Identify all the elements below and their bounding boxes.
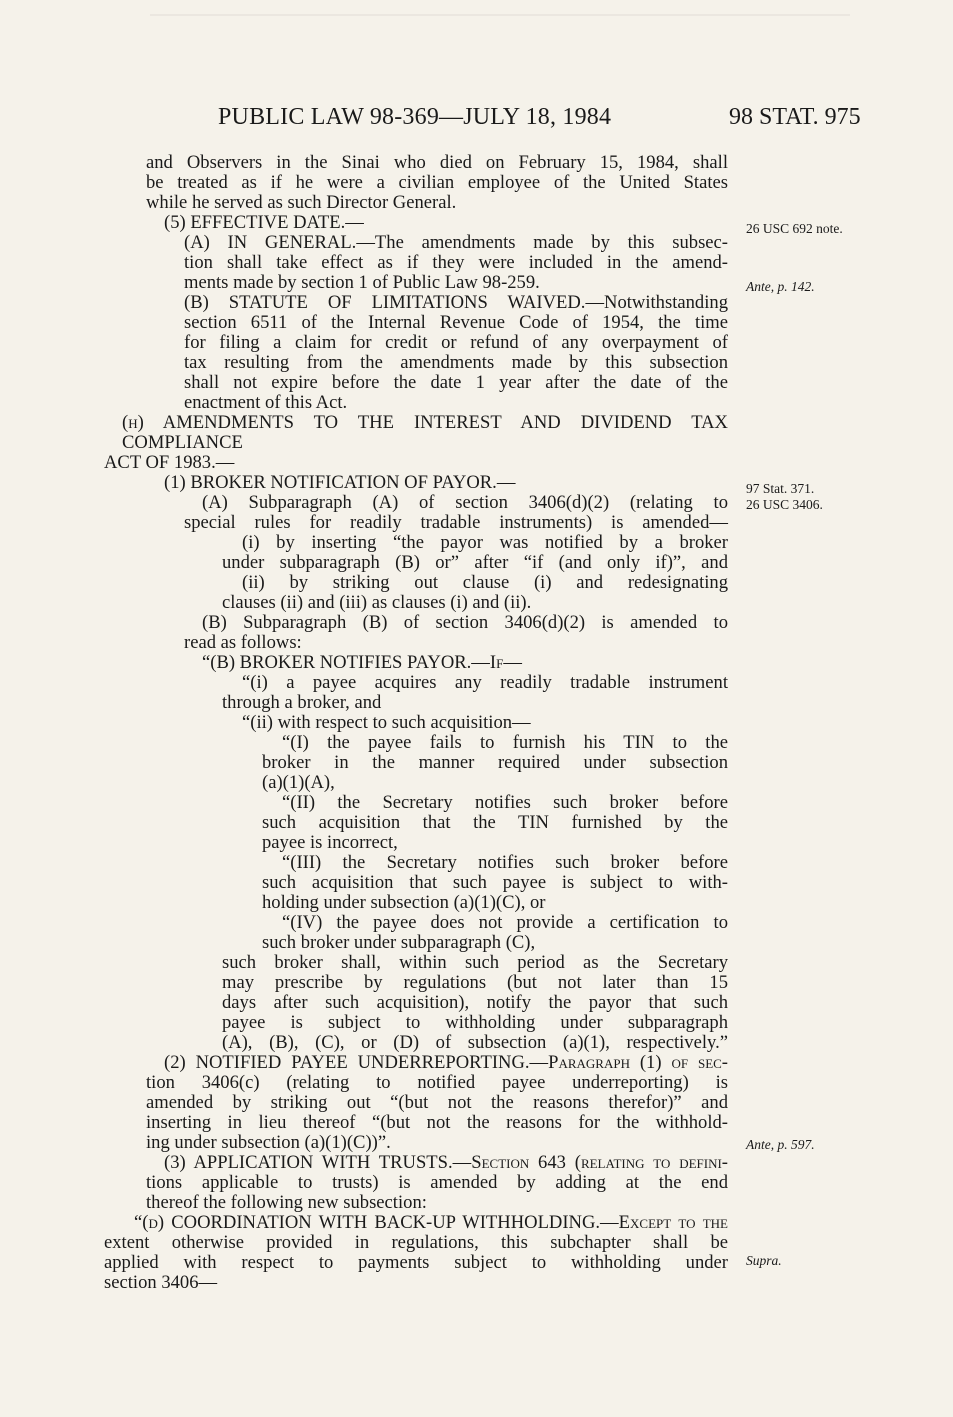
text-line: “(I) the payee fails to furnish his TIN to the — [282, 732, 728, 753]
text-line: for filing a claim for credit or refund of any overpayment of — [184, 332, 728, 353]
text-line: and Observers in the Sinai who died on February 15, 1984, shall — [146, 152, 728, 173]
text-line: payee is subject to withholding under subparagraph — [222, 1012, 728, 1033]
text-line: section 3406— — [104, 1272, 218, 1293]
text-line: ments made by section 1 of Public Law 98-259. — [184, 272, 540, 293]
text-line: (i) by inserting “the payor was notified by a broker — [242, 532, 728, 553]
text-line: such broker shall, within such period as the Secretary — [222, 952, 728, 973]
text-line: while he served as such Director General. — [146, 192, 457, 213]
margin-note: 26 USC 692 note. — [746, 221, 843, 236]
text-line: “(i) a payee acquires any readily tradable instrument — [242, 672, 728, 693]
text-line: (A), (B), (C), or (D) of subsection (a)(1), respectively.” — [222, 1032, 728, 1053]
section-heading: (5) EFFECTIVE DATE.— — [164, 212, 364, 233]
page-header-stat: 98 STAT. 975 — [729, 104, 861, 130]
text-line: “(ii) with respect to such acquisition— — [242, 712, 531, 733]
text-line: amended by striking out “(but not the reasons therefor)” and — [146, 1092, 728, 1113]
show-through-mark — [150, 14, 850, 16]
text-line: (3) APPLICATION WITH TRUSTS.—Section 643 (relating to defini- — [164, 1152, 728, 1173]
margin-note: Ante, p. 597. — [746, 1137, 815, 1152]
text-line: (B) Subparagraph (B) of section 3406(d)(2) is amended to — [202, 612, 728, 633]
text-line: tion shall take effect as if they were included in the amend- — [184, 252, 728, 273]
text-line: tions applicable to trusts) is amended by adding at the end — [146, 1172, 728, 1193]
text-line: (B) STATUTE OF LIMITATIONS WAIVED.—Notwithstanding — [184, 292, 728, 313]
section-heading: (h) AMENDMENTS TO THE INTEREST AND DIVIDEND TAX COMPLIANCE — [122, 412, 728, 453]
text-line: ing under subsection (a)(1)(C))”. — [146, 1132, 391, 1153]
margin-note: Supra. — [746, 1253, 782, 1268]
text-line: thereof the following new subsection: — [146, 1192, 427, 1213]
text-line: such acquisition that the TIN furnished by the — [262, 812, 728, 833]
text-line: broker in the manner required under subsection — [262, 752, 728, 773]
text-line: special rules for readily tradable instruments) is amended— — [184, 512, 728, 533]
text-line: days after such acquisition), notify the payor that such — [222, 992, 728, 1013]
text-line: (2) NOTIFIED PAYEE UNDERREPORTING.—Paragraph (1) of sec- — [164, 1052, 728, 1073]
text-line: applied with respect to payments subject to withholding under — [104, 1252, 728, 1273]
margin-note: 97 Stat. 371. — [746, 481, 815, 496]
section-heading: (1) BROKER NOTIFICATION OF PAYOR.— — [164, 472, 516, 493]
text-line: under subparagraph (B) or” after “if (and only if)”, and — [222, 552, 728, 573]
text-line: such acquisition that such payee is subject to with- — [262, 872, 728, 893]
text-line: read as follows: — [184, 632, 302, 653]
section-heading: ACT OF 1983.— — [104, 452, 235, 473]
text-line: payee is incorrect, — [262, 832, 398, 853]
text-line: clauses (ii) and (iii) as clauses (i) and (ii). — [222, 592, 532, 613]
text-line: “(IV) the payee does not provide a certification to — [282, 912, 728, 933]
section-heading: “(B) BROKER NOTIFIES PAYOR.—If— — [202, 652, 522, 673]
text-line: (a)(1)(A), — [262, 772, 335, 793]
text-line: be treated as if he were a civilian employee of the United States — [146, 172, 728, 193]
text-line: section 6511 of the Internal Revenue Code of 1954, the time — [184, 312, 728, 333]
text-line: tax resulting from the amendments made by this subsection — [184, 352, 728, 373]
text-line: holding under subsection (a)(1)(C), or — [262, 892, 546, 913]
text-line: (ii) by striking out clause (i) and redesignating — [242, 572, 728, 593]
page-header-title: PUBLIC LAW 98-369—JULY 18, 1984 — [218, 104, 612, 130]
text-line: (A) Subparagraph (A) of section 3406(d)(2) (relating to — [202, 492, 728, 513]
text-line: tion 3406(c) (relating to notified payee underreporting) is — [146, 1072, 728, 1093]
text-line: “(II) the Secretary notifies such broker before — [282, 792, 728, 813]
text-line: shall not expire before the date 1 year after the date of the — [184, 372, 728, 393]
text-line: such broker under subparagraph (C), — [262, 932, 536, 953]
text-line: extent otherwise provided in regulations, this subchapter shall be — [104, 1232, 728, 1253]
text-line: through a broker, and — [222, 692, 382, 713]
statute-body — [104, 153, 728, 1293]
margin-note: 26 USC 3406. — [746, 497, 823, 512]
text-line: inserting in lieu thereof “(but not the reasons for the withhold- — [146, 1112, 728, 1133]
text-line: (A) IN GENERAL.—The amendments made by this subsec- — [184, 232, 728, 253]
margin-note: Ante, p. 142. — [746, 279, 815, 294]
text-line: may prescribe by regulations (but not later than 15 — [222, 972, 728, 993]
text-line: enactment of this Act. — [184, 392, 348, 413]
text-line: “(d) COORDINATION WITH BACK-UP WITHHOLDING.—Except to the — [134, 1212, 728, 1233]
text-line: “(III) the Secretary notifies such broker before — [282, 852, 728, 873]
